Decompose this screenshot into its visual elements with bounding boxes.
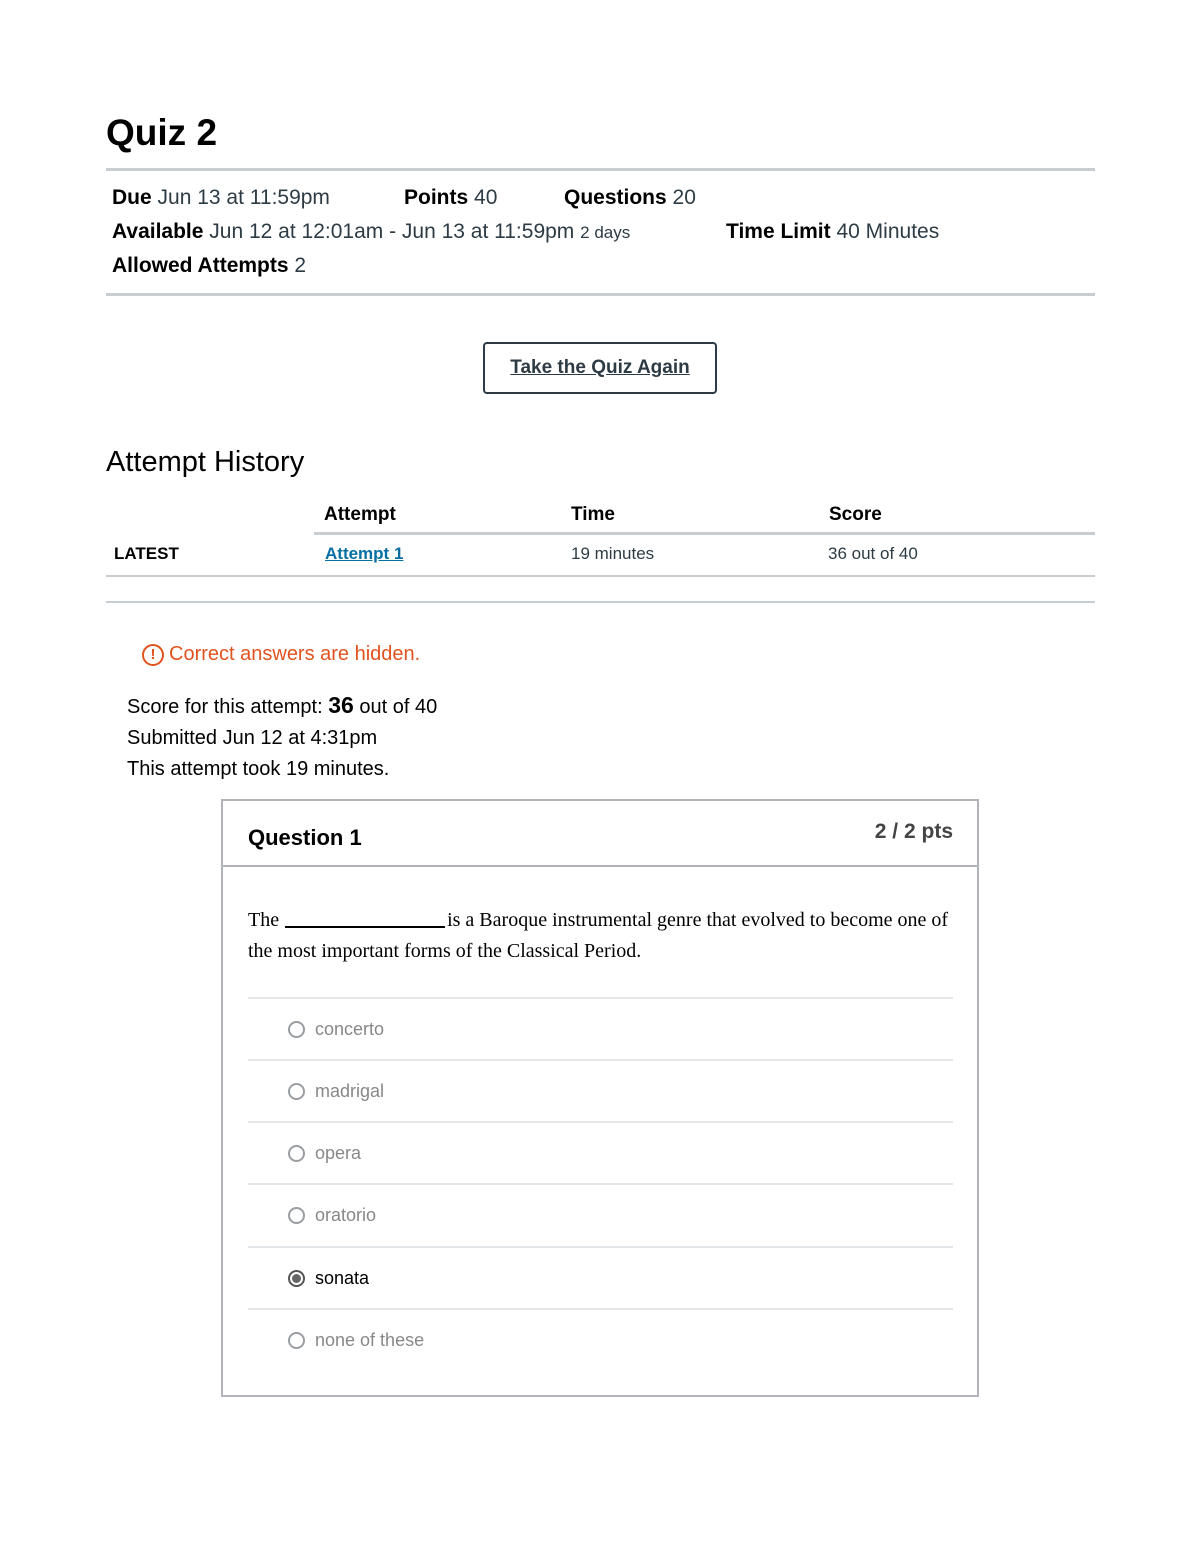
question-text (248, 905, 953, 967)
due-value: Jun 13 at 11:59pm (157, 186, 330, 209)
header-rule-top (106, 168, 1095, 171)
answer-option-madrigal[interactable] (248, 1059, 953, 1121)
due-label: Due (112, 186, 152, 209)
attempt-history-title: Attempt History (106, 446, 305, 478)
questions-value: 20 (672, 186, 696, 209)
question-points: 2 / 2 pts (874, 820, 953, 843)
take-quiz-again-button[interactable]: Take the Quiz Again (483, 342, 717, 394)
answer-option-opera[interactable] (248, 1121, 953, 1183)
points-value: 40 (474, 186, 498, 209)
answer-option-sonata[interactable] (248, 1246, 953, 1308)
radio-button[interactable] (288, 1332, 305, 1349)
page-title: Quiz 2 (106, 112, 218, 153)
attempt-time: 19 minutes (571, 544, 655, 563)
score-suffix: out of 40 (359, 696, 438, 718)
question-text-after: is a Baroque instrumental genre that evolved to become one of the most important forms of the Classical Period. (248, 909, 949, 962)
radio-button-selected[interactable] (288, 1270, 305, 1287)
answer-option-oratorio[interactable] (248, 1183, 953, 1245)
meta-row-1 (112, 186, 330, 210)
questions-label: Questions (564, 186, 667, 209)
attempt-score: 36 out of 40 (828, 544, 918, 563)
score-prefix: Score for this attempt: (127, 696, 323, 718)
question-text-before: The (248, 909, 280, 931)
time-limit-label: Time Limit (726, 220, 831, 243)
radio-button[interactable] (288, 1145, 305, 1162)
section-divider (106, 601, 1095, 603)
option-label: none of these (315, 1330, 425, 1350)
available-label: Available (112, 220, 204, 243)
meta-available (112, 220, 630, 244)
notice-text: Correct answers are hidden. (169, 643, 421, 665)
question-title: Question 1 (248, 825, 362, 850)
answer-option-concerto[interactable] (248, 997, 953, 1059)
header-attempt: Attempt (324, 504, 396, 525)
meta-time-limit (726, 220, 939, 244)
table-header-rule (314, 532, 1095, 535)
question-card (221, 799, 979, 1397)
header-rule-bottom (106, 293, 1095, 296)
available-value: Jun 12 at 12:01am - Jun 13 at 11:59pm (209, 220, 575, 243)
submitted-line: Submitted Jun 12 at 4:31pm (127, 727, 378, 749)
correct-answers-hidden-notice (142, 643, 420, 666)
latest-tag: LATEST (114, 544, 179, 563)
option-label: oratorio (315, 1205, 377, 1225)
answer-option-none-of-these[interactable] (248, 1308, 953, 1370)
available-duration: 2 days (580, 223, 631, 242)
meta-questions (564, 186, 696, 210)
radio-button[interactable] (288, 1083, 305, 1100)
table-row-rule (106, 575, 1095, 577)
duration-line: This attempt took 19 minutes. (127, 758, 390, 780)
header-time: Time (571, 504, 616, 525)
option-label: sonata (315, 1268, 370, 1288)
option-label: opera (315, 1143, 362, 1163)
question-header (223, 801, 977, 867)
points-label: Points (404, 186, 469, 209)
meta-allowed-attempts (112, 254, 306, 278)
option-label: madrigal (315, 1081, 385, 1101)
exclamation-circle-icon: ! (142, 644, 164, 666)
meta-points (404, 186, 497, 210)
option-label: concerto (315, 1019, 385, 1039)
radio-button[interactable] (288, 1207, 305, 1224)
allowed-attempts-label: Allowed Attempts (112, 254, 289, 277)
time-limit-value: 40 Minutes (836, 220, 940, 243)
radio-button[interactable] (288, 1021, 305, 1038)
header-score: Score (829, 504, 882, 525)
attempt-score-line (127, 692, 437, 719)
fill-in-blank (285, 908, 445, 928)
allowed-attempts-value: 2 (294, 254, 307, 277)
attempt-1-link[interactable]: Attempt 1 (325, 544, 404, 563)
score-value: 36 (328, 692, 354, 718)
